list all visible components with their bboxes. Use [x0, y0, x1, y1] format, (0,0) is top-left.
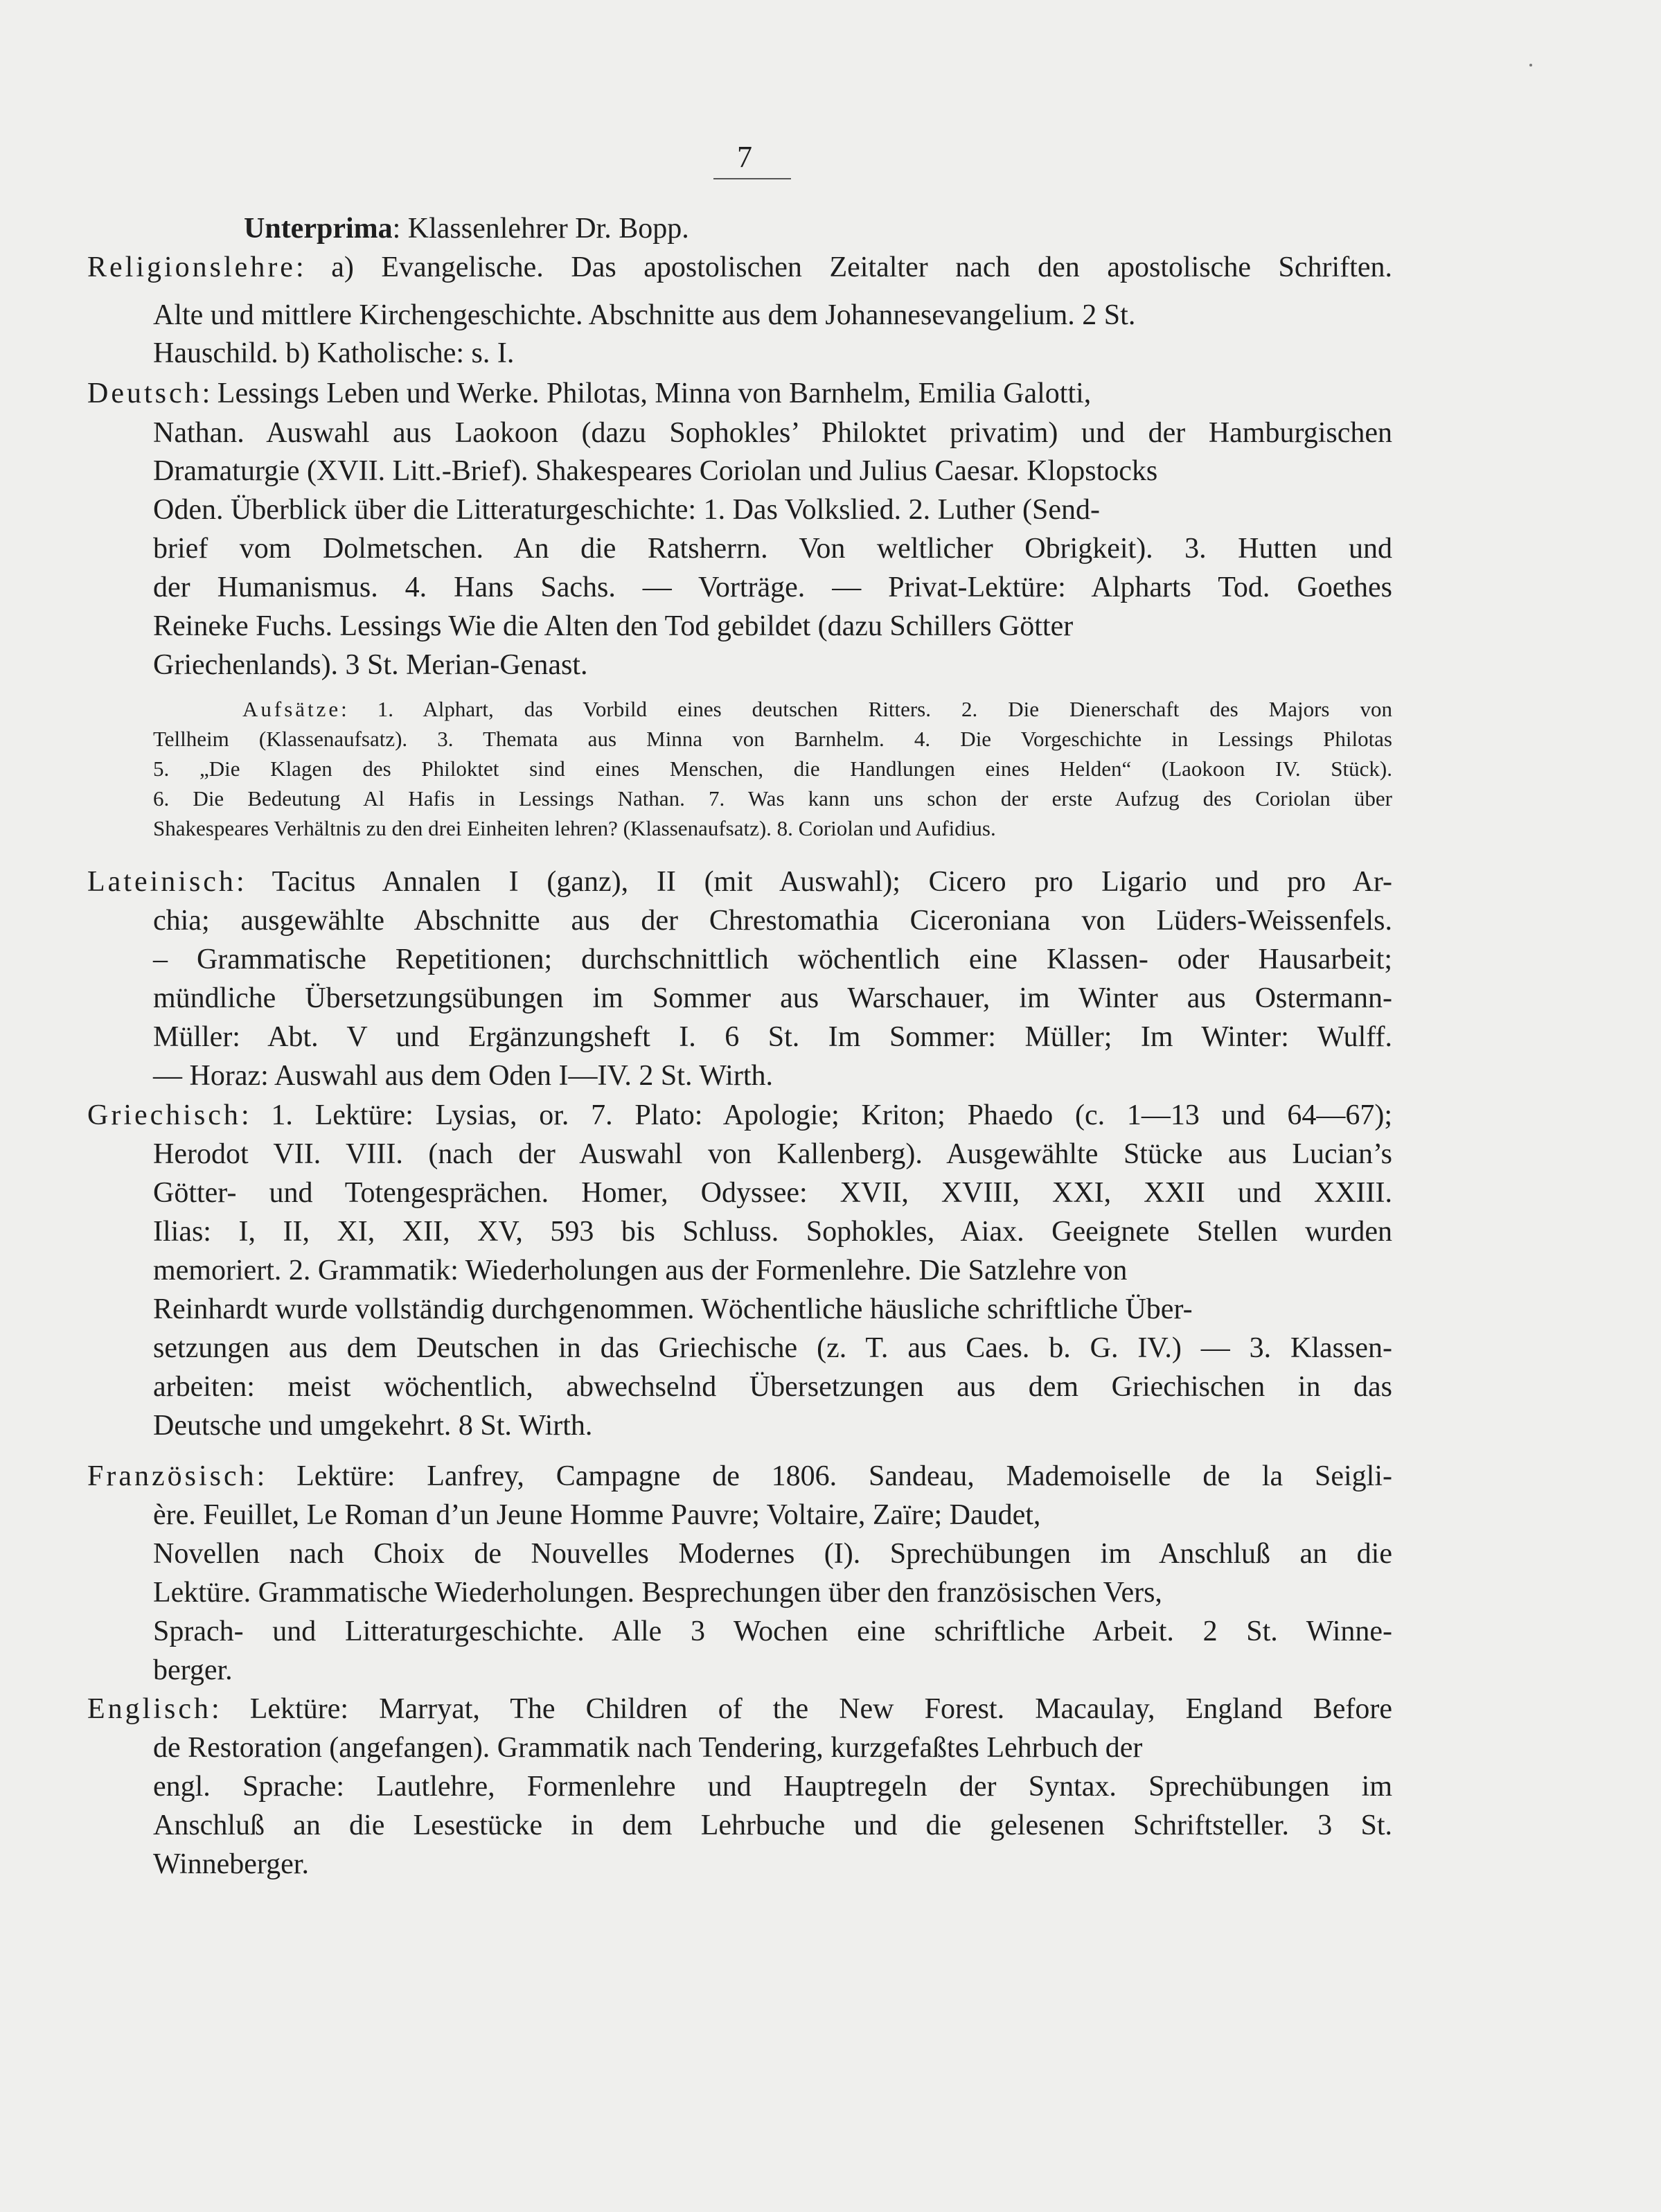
text-line — [153, 1406, 1392, 1445]
text-line — [87, 1690, 1392, 1728]
subject-label: Religionslehre — [87, 251, 296, 283]
line-text: Herodot VII. VIII. (nach der Auswahl von Kallenberg). Ausgewählte Stücke aus Lucian’s — [153, 1138, 1392, 1170]
line-text: memoriert. 2. Grammatik: Wiederholungen aus der Formenlehre. Die Satzlehre von — [153, 1255, 1128, 1286]
line-text: Griechenlands). 3 St. Merian-Genast. — [153, 649, 588, 681]
text-line — [153, 784, 1392, 814]
line-text: Ilias: I, II, XI, XII, XV, 593 bis Schluss. Sophokles, Aiax. Geeignete Stellen wurden — [153, 1216, 1392, 1248]
text-line — [153, 1845, 1392, 1884]
text-line — [153, 1251, 1392, 1290]
line-text: 6. Die Bedeutung Al Hafis in Lessings Nathan. 7. Was kann uns schon der erste Aufzug des Coriolan über — [153, 786, 1392, 811]
text-line — [153, 1212, 1392, 1251]
text-line — [153, 1728, 1392, 1767]
line-text: Dramaturgie (XVII. Litt.-Brief). Shakespeares Coriolan und Julius Caesar. Klopstocks — [153, 455, 1158, 487]
paper-speck — [1529, 64, 1532, 67]
line-text: Lektüre. Grammatische Wiederholungen. Besprechungen über den französischen Vers, — [153, 1577, 1162, 1609]
text-line — [153, 529, 1392, 568]
line-text: : 1. Lektüre: Lysias, or. 7. Plato: Apologie; Kriton; Phaedo (c. 1—13 und 64—67); — [240, 1099, 1392, 1131]
text-line — [153, 940, 1392, 979]
heading-rest: : Klassenlehrer Dr. Bopp. — [392, 213, 689, 245]
text-line — [242, 694, 1392, 725]
text-line — [87, 374, 1392, 413]
line-text: : Lektüre: Lanfrey, Campagne de 1806. Sandeau, Mademoiselle de la Seigli- — [256, 1460, 1392, 1492]
line-text: chia; ausgewählte Abschnitte aus der Chrestomathia Ciceroniana von Lüders-Weissenfels. — [153, 905, 1392, 937]
line-text: : 1. Alphart, das Vorbild eines deutschen Ritters. 2. Die Dienerschaft des Majors von — [341, 697, 1392, 721]
subject-label: Lateinisch — [87, 866, 236, 898]
text-line — [153, 490, 1392, 529]
line-text: : Lektüre: Marryat, The Children of the New Forest. Macaulay, England Before — [211, 1693, 1392, 1725]
line-text: Winneberger. — [153, 1848, 309, 1880]
text-line — [153, 1056, 1392, 1095]
text-line — [153, 1534, 1392, 1573]
line-text: engl. Sprache: Lautlehre, Formenlehre und Hauptregeln der Syntax. Sprechübungen im — [153, 1771, 1392, 1803]
line-text: Shakespeares Verhältnis zu den drei Einheiten lehren? (Klassenaufsatz). 8. Coriolan und Aufidius. — [153, 816, 996, 840]
text-line — [87, 248, 1392, 287]
text-line — [153, 1368, 1392, 1406]
line-text: Deutsche und umgekehrt. 8 St. Wirth. — [153, 1410, 593, 1442]
text-line — [153, 901, 1392, 940]
line-text: 5. „Die Klagen des Philoktet sind eines Menschen, die Handlungen eines Helden“ (Laokoon IV. Stück). — [153, 756, 1392, 781]
line-text: der Humanismus. 4. Hans Sachs. — Vorträge. — Privat-Lektüre: Alpharts Tod. Goethes — [153, 572, 1392, 603]
line-text: brief vom Dolmetschen. An die Ratsherrn. Von weltlicher Obrigkeit). 3. Hutten und — [153, 533, 1392, 565]
text-line — [153, 724, 1392, 754]
text-line — [153, 568, 1392, 607]
line-text: Anschluß an die Lesestücke in dem Lehrbuche und die gelesenen Schriftsteller. 3 St. — [153, 1810, 1392, 1841]
text-line — [87, 1096, 1392, 1135]
line-text: : a) Evangelische. Das apostolischen Zeitalter nach den apostolische Schriften. — [295, 251, 1392, 283]
line-text: : Lessings Leben und Werke. Philotas, Minna von Barnhelm, Emilia Galotti, — [202, 378, 1092, 409]
text-line — [153, 754, 1392, 784]
subject-label: Deutsch — [87, 378, 202, 409]
line-text: – Grammatische Repetitionen; durchschnittlich wöchentlich eine Klassen- oder Hausarbeit; — [153, 944, 1392, 975]
line-text: de Restoration (angefangen). Grammatik nach Tendering, kurzgefaßtes Lehrbuch der — [153, 1732, 1143, 1764]
line-text: Sprach- und Litteraturgeschichte. Alle 3 Wochen eine schriftliche Arbeit. 2 St. Winne- — [153, 1616, 1392, 1647]
text-line — [153, 979, 1392, 1018]
line-text: Oden. Überblick über die Litteraturgeschichte: 1. Das Volkslied. 2. Luther (Send- — [153, 494, 1100, 526]
text-line — [153, 607, 1392, 646]
text-line — [153, 1174, 1392, 1212]
line-text: Nathan. Auswahl aus Laokoon (dazu Sophokles’ Philoktet privatim) und der Hamburgischen — [153, 417, 1392, 449]
text-line — [153, 1767, 1392, 1806]
text-line — [87, 1457, 1392, 1496]
text-line — [153, 1496, 1392, 1534]
page-number-rule — [713, 178, 791, 179]
page-number: 7 — [737, 140, 752, 174]
text-line — [153, 1806, 1392, 1845]
line-text: Reinhardt wurde vollständig durchgenommen. Wöchentliche häusliche schriftliche Über- — [153, 1293, 1193, 1325]
text-line — [153, 1018, 1392, 1056]
line-text: arbeiten: meist wöchentlich, abwechselnd Übersetzungen aus dem Griechischen in das — [153, 1371, 1392, 1403]
line-text: Tellheim (Klassenaufsatz). 3. Themata aus Minna von Barnhelm. 4. Die Vorgeschichte in Lessings Philotas — [153, 727, 1392, 751]
line-text: — Horaz: Auswahl aus dem Oden I—IV. 2 St. Wirth. — [153, 1060, 773, 1092]
text-line — [153, 1290, 1392, 1329]
heading-title: Unterprima — [244, 213, 393, 245]
line-text: Götter- und Totengesprächen. Homer, Odyssee: XVII, XVIII, XXI, XXII und XXIII. — [153, 1177, 1392, 1209]
text-line — [153, 452, 1392, 490]
line-text: Alte und mittlere Kirchengeschichte. Abschnitte aus dem Johannesevangelium. 2 St. — [153, 299, 1136, 331]
text-line — [153, 646, 1392, 684]
subject-label: Französisch — [87, 1460, 257, 1492]
line-text: Novellen nach Choix de Nouvelles Modernes (I). Sprechübungen im Anschluß an die — [153, 1538, 1392, 1570]
line-text: Reineke Fuchs. Lessings Wie die Alten den Tod gebildet (dazu Schillers Götter — [153, 610, 1074, 642]
line-text: Hauschild. b) Katholische: s. I. — [153, 337, 515, 369]
text-line — [153, 813, 1392, 844]
line-text: mündliche Übersetzungsübungen im Sommer aus Warschauer, im Winter aus Ostermann- — [153, 982, 1392, 1014]
line-text: berger. — [153, 1654, 233, 1686]
subject-label: Griechisch — [87, 1099, 241, 1131]
line-text: : Tacitus Annalen I (ganz), II (mit Auswahl); Cicero pro Ligario und pro Ar- — [236, 866, 1392, 898]
text-line — [87, 862, 1392, 901]
subject-label: Aufsätze — [242, 697, 341, 721]
text-line — [153, 334, 1392, 373]
line-text: setzungen aus dem Deutschen in das Griechische (z. T. aus Caes. b. G. IV.) — 3. Klassen- — [153, 1332, 1392, 1364]
text-line — [153, 414, 1392, 452]
text-line — [153, 1651, 1392, 1690]
text-line — [153, 296, 1392, 335]
text-line — [153, 1135, 1392, 1174]
text-line — [153, 1329, 1392, 1368]
line-text: Müller: Abt. V und Ergänzungsheft I. 6 St. Im Sommer: Müller; Im Winter: Wulff. — [153, 1021, 1392, 1053]
line-text: ère. Feuillet, Le Roman d’un Jeune Homme Pauvre; Voltaire, Zaïre; Daudet, — [153, 1499, 1041, 1531]
text-line — [153, 1573, 1392, 1612]
text-line — [153, 1612, 1392, 1651]
subject-label: Englisch — [87, 1693, 211, 1725]
section-heading — [244, 209, 1214, 248]
